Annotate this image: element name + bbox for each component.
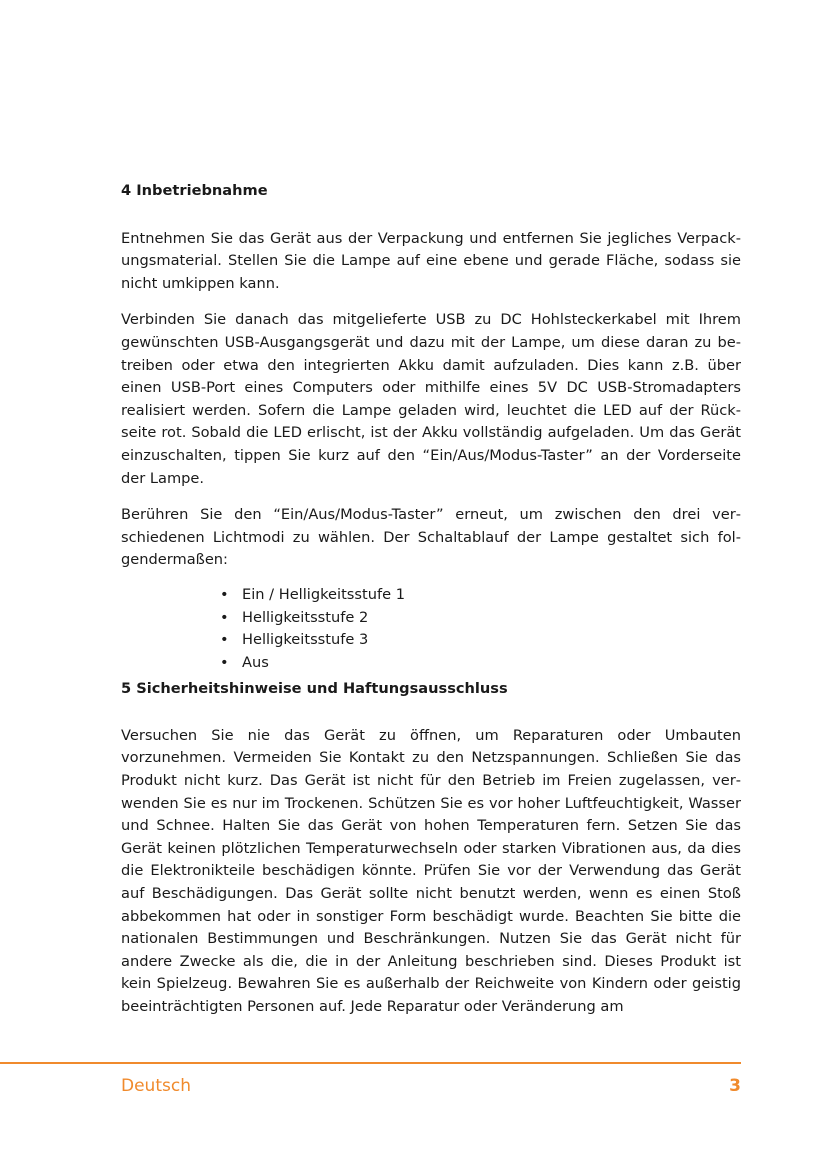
light-modes-list xyxy=(220,584,741,674)
page-content xyxy=(121,180,741,1033)
list-item: • Ein / Helligkeitsstufe 1 xyxy=(220,584,741,607)
section-4-paragraph-2: Verbinden Sie danach das mitgelieferte USB zu DC Hohlsteckerkabel mit Ihrem gewünschten USB-Ausgangsgerät und dazu mit der Lampe, um diese daran zu betreiben oder etwa den integrierten Akku damit aufzuladen. Dies kann z.B. über einen USB-Port eines Computers oder mithilfe eines 5V DC USB-Stromadapters realisiert werden. Sofern die Lampe geladen wird, leuchtet die LED auf der Rückseite rot. Sobald die LED erlischt, ist der Akku vollständig aufgeladen. Um das Gerät einzuschalten, tippen Sie kurz auf den “Ein/Aus/Modus-Taster” an der Vorderseite der Lampe. xyxy=(121,311,741,487)
footer-language: Deutsch xyxy=(121,1076,191,1096)
list-item: • Helligkeitsstufe 3 xyxy=(220,629,741,652)
list-item: • Aus xyxy=(220,652,741,675)
list-item: • Helligkeitsstufe 2 xyxy=(220,607,741,630)
section-4-paragraph-3: Berühren Sie den “Ein/Aus/Modus-Taster” erneut, um zwischen den drei verschiedenen Lichtmodi zu wählen. Der Schaltablauf der Lampe gestaltet sich folgendermaßen: xyxy=(121,506,741,569)
section-5-paragraph: Versuchen Sie nie das Gerät zu öffnen, um Reparaturen oder Umbauten vorzunehmen. Vermeiden Sie Kontakt zu den Netzspannungen. Schließen Sie das Produkt nicht kurz. Das Gerät ist nicht für den Betrieb im Freien zugelassen, verwenden Sie es nur im Trockenen. Schützen Sie es vor hoher Luftfeuchtigkeit, Wasser und Schnee. Halten Sie das Gerät von hohen Temperaturen fern. Setzen Sie das Gerät keinen plötzlichen Temperaturwechseln oder starken Vibrationen aus, da dies die Elektronikteile beschädigen könnte. Prüfen Sie vor der Verwendung das Gerät auf Beschädigungen. Das Gerät sollte nicht benutzt werden, wenn es einen Stoß abbekommen hat oder in sonstiger Form beschädigt wurde. Beachten Sie bitte die nationalen Bestimmungen und Beschränkungen. Nutzen Sie das Gerät nicht für andere Zwecke als die, die in der Anleitung beschrieben sind. Dieses Produkt ist kein Spielzeug. Bewahren Sie es außerhalb der Reichweite von Kindern oder geistig beeinträchtigten Personen auf. Jede Reparatur oder Veränderung am xyxy=(121,726,741,1015)
page-number: 3 xyxy=(729,1076,741,1096)
section-5-heading: 5 Sicherheitshinweise und Haftungsausschluss xyxy=(121,680,508,698)
section-4-heading: 4 Inbetriebnahme xyxy=(121,182,268,199)
section-4-paragraph-1: Entnehmen Sie das Gerät aus der Verpackung und entfernen Sie jegliches Verpackungsmaterial. Stellen Sie die Lampe auf eine ebene und gerade Fläche, sodass sie nicht umkippen kann. xyxy=(121,229,741,292)
footer-divider xyxy=(0,1062,741,1064)
